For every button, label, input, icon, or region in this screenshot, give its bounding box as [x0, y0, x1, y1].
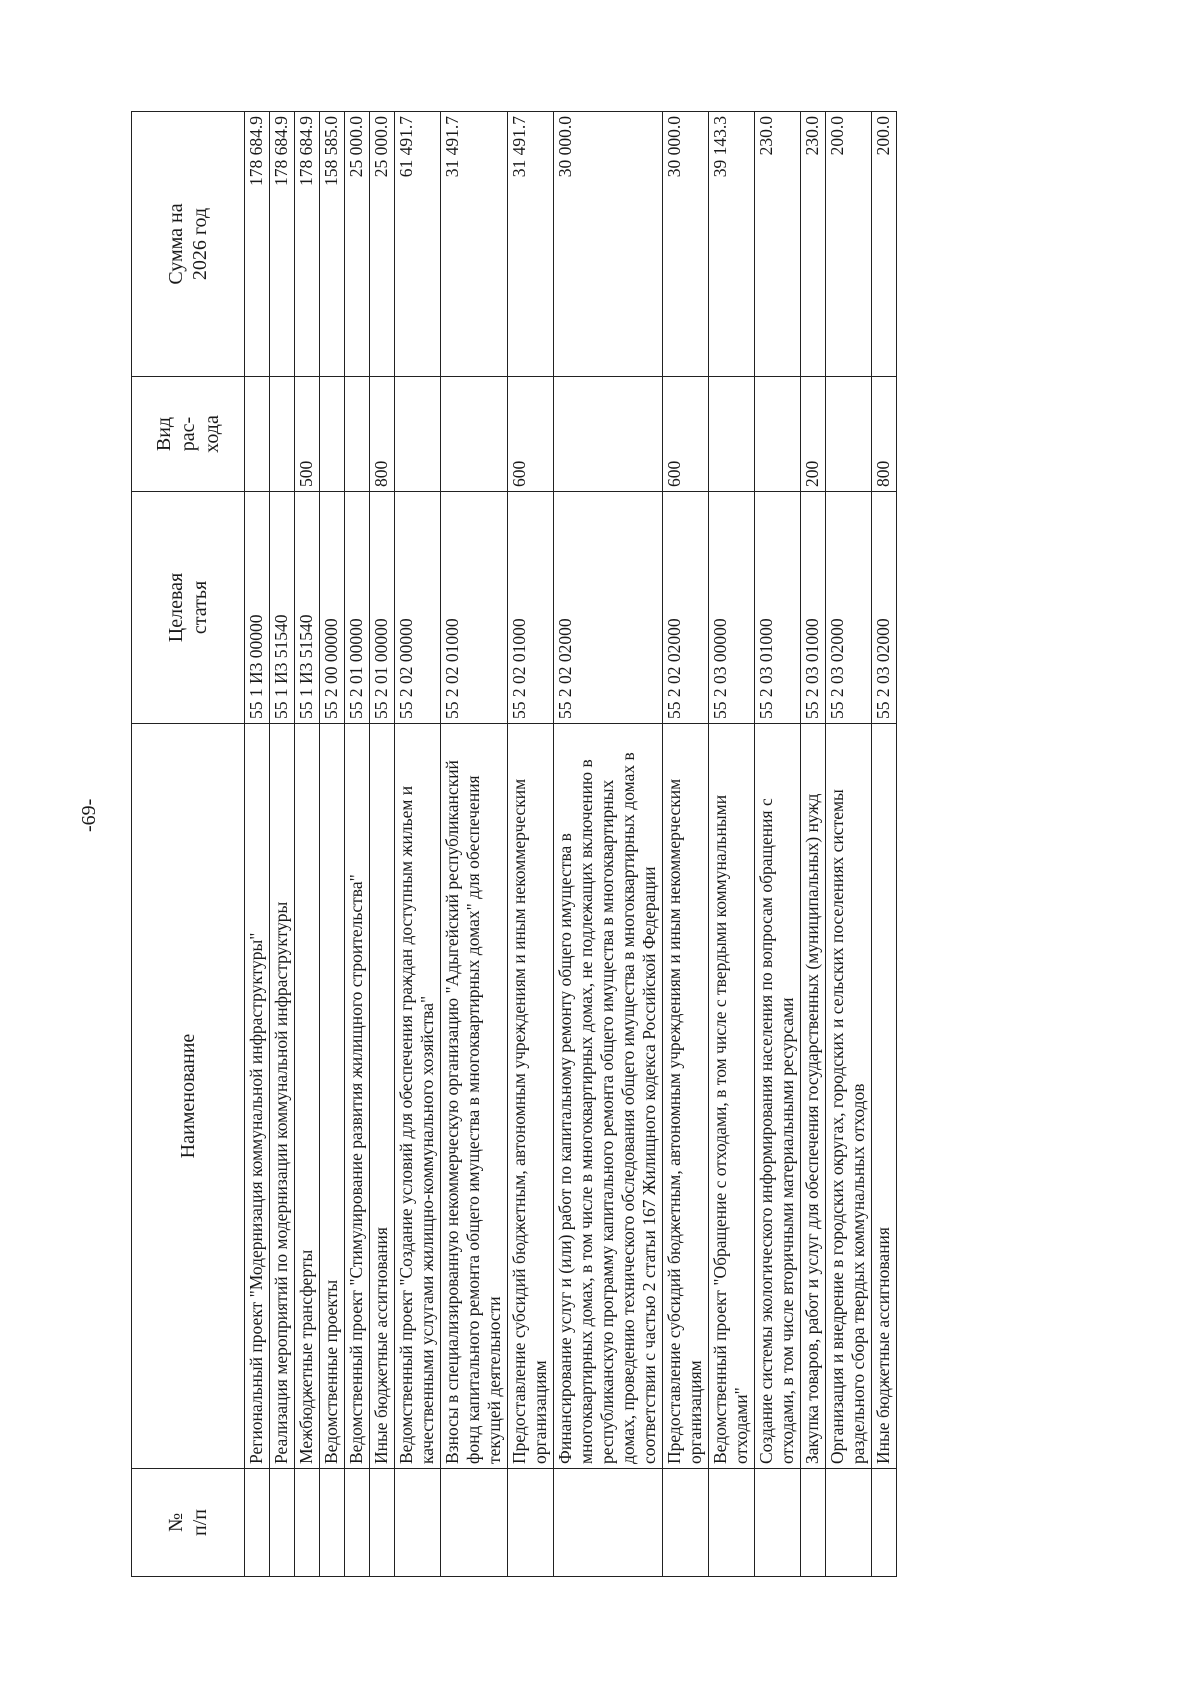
budget-table [131, 111, 897, 1577]
header-amount [132, 112, 245, 377]
table-row [709, 112, 755, 1577]
row-amount-cell: 25 000.0 [370, 112, 395, 377]
row-number-cell [508, 1469, 554, 1577]
row-expense-type-cell [441, 377, 508, 492]
row-expense-type-cell [320, 377, 345, 492]
row-number-cell [826, 1469, 872, 1577]
header-number-line2: п/п [189, 1509, 211, 1536]
row-amount-cell: 200.0 [872, 112, 897, 377]
row-number-cell [709, 1469, 755, 1577]
row-expense-type-cell [826, 377, 872, 492]
header-number-line1: № [165, 1512, 187, 1533]
row-name-cell: Организация и внедрение в городских округах, городских и сельских поселениях системы раздельного сбора твердых коммунальных отходов [826, 724, 872, 1469]
table-row [441, 112, 508, 1577]
row-number-cell [554, 1469, 663, 1577]
row-name-cell: Межбюджетные трансферты [295, 724, 320, 1469]
row-expense-type-cell: 200 [801, 377, 826, 492]
row-expense-type-cell: 800 [370, 377, 395, 492]
row-expense-type-cell: 600 [508, 377, 554, 492]
row-expense-type-cell [245, 377, 270, 492]
row-amount-cell: 158 585.0 [320, 112, 345, 377]
row-amount-cell: 178 684.9 [245, 112, 270, 377]
header-name: Наименование [132, 724, 245, 1469]
row-number-cell [801, 1469, 826, 1577]
row-name-cell: Региональный проект "Модернизация коммунальной инфраструктуры" [245, 724, 270, 1469]
row-name-cell: Закупка товаров, работ и услуг для обеспечения государственных (муниципальных) нужд [801, 724, 826, 1469]
header-type-line3: хода [201, 415, 223, 453]
row-number-cell [663, 1469, 709, 1577]
table-row [345, 112, 370, 1577]
header-amount-line2: 2026 год [189, 207, 211, 281]
table-row [395, 112, 441, 1577]
row-name-cell: Ведомственный проект "Обращение с отходами, в том числе с твердыми коммунальными отходами" [709, 724, 755, 1469]
row-amount-cell: 230.0 [801, 112, 826, 377]
row-number-cell [270, 1469, 295, 1577]
header-type-line1: Вид [153, 416, 175, 452]
table-row [801, 112, 826, 1577]
header-type-line2: рас- [177, 416, 199, 452]
row-number-cell [441, 1469, 508, 1577]
rotated-page-content [131, 112, 897, 1577]
row-amount-cell: 200.0 [826, 112, 872, 377]
row-number-cell [872, 1469, 897, 1577]
row-amount-cell: 30 000.0 [554, 112, 663, 377]
row-number-cell [395, 1469, 441, 1577]
table-row [755, 112, 801, 1577]
row-name-cell: Иные бюджетные ассигнования [872, 724, 897, 1469]
row-expense-type-cell [395, 377, 441, 492]
page-number: -69- [78, 798, 100, 832]
table-row [872, 112, 897, 1577]
header-code-line1: Целевая [165, 572, 187, 643]
row-number-cell [345, 1469, 370, 1577]
row-target-code-cell: 55 2 03 02000 [826, 492, 872, 724]
table-row [663, 112, 709, 1577]
row-amount-cell: 178 684.9 [295, 112, 320, 377]
table-body [245, 112, 897, 1577]
row-target-code-cell: 55 2 02 01000 [441, 492, 508, 724]
row-amount-cell: 31 491.7 [441, 112, 508, 377]
row-target-code-cell: 55 2 03 01000 [801, 492, 826, 724]
row-name-cell: Ведомственный проект "Стимулирование развития жилищного строительства" [345, 724, 370, 1469]
row-expense-type-cell: 500 [295, 377, 320, 492]
row-target-code-cell: 55 2 01 00000 [370, 492, 395, 724]
row-expense-type-cell [554, 377, 663, 492]
row-target-code-cell: 55 1 И3 51540 [270, 492, 295, 724]
row-amount-cell: 25 000.0 [345, 112, 370, 377]
table-row [554, 112, 663, 1577]
row-target-code-cell: 55 2 03 00000 [709, 492, 755, 724]
row-amount-cell: 61 491.7 [395, 112, 441, 377]
row-expense-type-cell [755, 377, 801, 492]
table-header [132, 112, 245, 1577]
row-name-cell: Создание системы экологического информирования населения по вопросам обращения с отходами, в том числе вторичными материальными ресурсами [755, 724, 801, 1469]
row-amount-cell: 30 000.0 [663, 112, 709, 377]
row-target-code-cell: 55 2 02 02000 [663, 492, 709, 724]
row-amount-cell: 230.0 [755, 112, 801, 377]
table-row [295, 112, 320, 1577]
row-name-cell: Взносы в специализированную некоммерческую организацию "Адыгейский республиканский фонд капитального ремонта общего имущества в многоквартирных домах" для обеспечения текущей деятельности [441, 724, 508, 1469]
row-name-cell: Иные бюджетные ассигнования [370, 724, 395, 1469]
header-target-code [132, 492, 245, 724]
row-target-code-cell: 55 2 03 02000 [872, 492, 897, 724]
row-target-code-cell: 55 2 03 01000 [755, 492, 801, 724]
header-expense-type [132, 377, 245, 492]
table-row [508, 112, 554, 1577]
header-row [132, 112, 245, 1577]
row-target-code-cell: 55 1 И3 00000 [245, 492, 270, 724]
table-row [245, 112, 270, 1577]
row-target-code-cell: 55 2 00 00000 [320, 492, 345, 724]
row-name-cell: Финансирование услуг и (или) работ по капитальному ремонту общего имущества в многоквартирных домах, в том числе в многоквартирных домах, не подлежащих включению в республиканскую программу капитального ремонта общего имущества в многоквартирных домах, проведению технического обследования общего имущества в многоквартирных домах в соответствии с частью 2 статьи 167 Жилищного кодекса Российской Федерации [554, 724, 663, 1469]
row-name-cell: Предоставление субсидий бюджетным, автономным учреждениям и иным некоммерческим организациям [663, 724, 709, 1469]
table-row [370, 112, 395, 1577]
row-number-cell [295, 1469, 320, 1577]
header-number [132, 1469, 245, 1577]
table-row [826, 112, 872, 1577]
header-amount-line1: Сумма на [165, 203, 187, 285]
row-expense-type-cell [270, 377, 295, 492]
row-name-cell: Реализация мероприятий по модернизации коммунальной инфраструктуры [270, 724, 295, 1469]
row-amount-cell: 31 491.7 [508, 112, 554, 377]
row-expense-type-cell: 600 [663, 377, 709, 492]
row-number-cell [245, 1469, 270, 1577]
table-row [320, 112, 345, 1577]
row-target-code-cell: 55 2 01 00000 [345, 492, 370, 724]
row-name-cell: Предоставление субсидий бюджетным, автономным учреждениям и иным некоммерческим организациям [508, 724, 554, 1469]
row-expense-type-cell [709, 377, 755, 492]
row-expense-type-cell [345, 377, 370, 492]
row-number-cell [755, 1469, 801, 1577]
row-amount-cell: 178 684.9 [270, 112, 295, 377]
row-expense-type-cell: 800 [872, 377, 897, 492]
row-name-cell: Ведомственные проекты [320, 724, 345, 1469]
row-number-cell [320, 1469, 345, 1577]
row-target-code-cell: 55 2 02 02000 [554, 492, 663, 724]
row-number-cell [370, 1469, 395, 1577]
header-code-line2: статья [189, 580, 211, 635]
row-target-code-cell: 55 2 02 01000 [508, 492, 554, 724]
row-target-code-cell: 55 1 И3 51540 [295, 492, 320, 724]
table-row [270, 112, 295, 1577]
row-name-cell: Ведомственный проект "Создание условий для обеспечения граждан доступным жильем и качественными услугами жилищно-коммунального хозяйства" [395, 724, 441, 1469]
row-amount-cell: 39 143.3 [709, 112, 755, 377]
row-target-code-cell: 55 2 02 00000 [395, 492, 441, 724]
